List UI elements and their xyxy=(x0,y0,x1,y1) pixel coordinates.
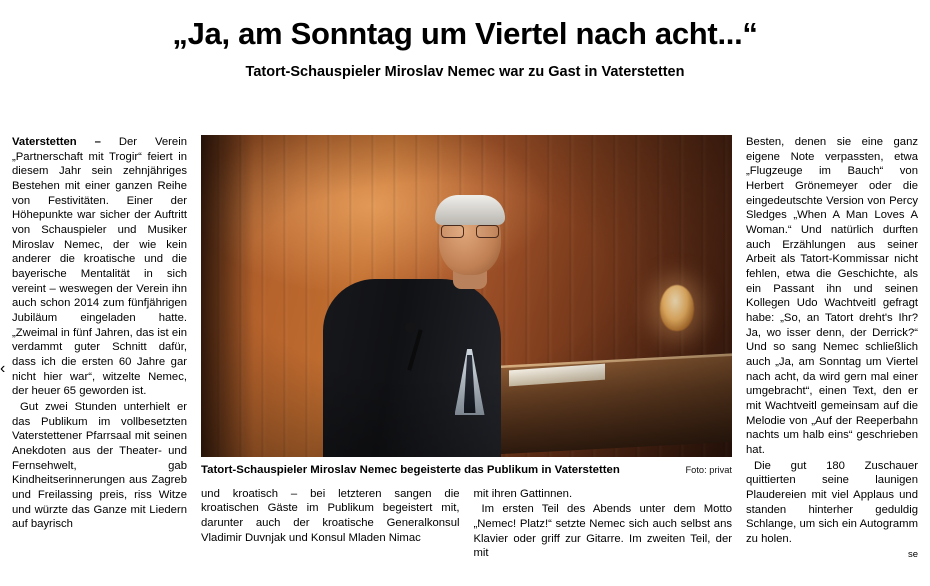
chevron-left-icon: ‹ xyxy=(0,360,6,377)
column-middle-right xyxy=(474,487,733,586)
column-middle xyxy=(201,135,732,586)
middle-subcolumns xyxy=(201,487,732,586)
paragraph: mit ihren Gattinnen. xyxy=(473,487,573,500)
column-right xyxy=(746,135,918,586)
photo-caption-row xyxy=(201,464,732,484)
dateline: Vaterstetten – xyxy=(12,136,119,148)
paragraph: Besten, denen sie eine ganz eigene Note verpassten, etwa „Flugzeuge im Bauch“ von Herbert Grönemeyer oder die eingedeutschte Version von Percy Sledges „When A Man Loves A Woman.“ Und natürlich durften auch Erzählungen aus seiner Arbeit als Tatort-Kommissar nicht fehlen, etwa die Geschichte, als ein Passant ihn und seinen Kollegen Udo Wachtveitl gefragt habe: „So, an Tatort dreht's Ihr? Ja, wo isser denn, der Derrick?“ Und so sang Nemec schließlich auch „Ja, am Sonntag um Viertel nach acht, da wird gern mal einer umgebracht“, einen Text, den er mit Wachtveitl gemeinsam auf die Melodie von „Auf der Reeperbahn nachts um halb eins“ geschrieben hat. xyxy=(746,136,918,457)
paragraph: Gut zwei Stunden unterhielt er das Publikum im vollbesetzten Vaterstettener Pfarrsaal mit seinen Anekdoten aus der Theater- und Fernsehwelt, gab Kindheitserinnerungen aus Zagreb und Freilassing preis, riss Witze und würzte das Ganze mit Liedern auf bayrisch xyxy=(12,401,187,531)
paragraph-text: Der Verein „Partnerschaft mit Trogir“ feiert in diesem Jahr sein zehnjähriges Bestehen mit einer ganzen Reihe von Festivitäten. Einer der Höhepunkte war sicher der Auftritt von Schauspieler und Musiker Miroslav Nemec, der wie kein anderer die kroatische und die bayerische Mentalität in sich vereint – weswegen der Verein ihn auch schon 2014 zum fünfjährigen Jubiläum eingeladen hatte. „Zweimal in fünf Jahren, das ist ein verdammt guter Schnitt dafür, dass ich die ersten 60 Jahre gar nicht hier war“, witzelte Nemec, der heuer 65 geworden ist. xyxy=(12,136,187,398)
paragraph: Im ersten Teil des Abends unter dem Motto „Nemec! Platz!“ setzte Nemec sich auch selbst ans Klavier oder griff zur Gitarre. Im zweiten Teil, der mit xyxy=(473,503,732,560)
paragraph xyxy=(12,135,187,399)
byline: se xyxy=(907,548,918,560)
photo-caption: Tatort-Schauspieler Miroslav Nemec begeisterte das Publikum in Vaterstetten xyxy=(201,464,620,476)
page-subtitle: Tatort-Schauspieler Miroslav Nemec war zu Gast in Vaterstetten xyxy=(245,63,685,80)
article-photo xyxy=(201,135,732,457)
paragraph: und kroatisch – bei letzteren sangen die kroatischen Gäste im Publikum begeistert mit, darunter auch der kroatische Generalkonsul Vladimir Duvnjak und Konsul Mladen Nimac xyxy=(201,487,460,544)
photo-vignette xyxy=(201,135,732,457)
column-middle-left xyxy=(201,487,460,586)
article-body xyxy=(12,135,918,586)
paragraph: Die gut 180 Zuschauer quittierten seine launigen Plaudereien mit viel Applaus und standen hinterher geduldig Schlange, um sich ein Autogramm zu holen. xyxy=(746,459,918,546)
photo-credit: Foto: privat xyxy=(685,465,732,475)
page-title: „Ja, am Sonntag um Viertel nach acht...“ xyxy=(172,16,758,51)
column-left xyxy=(12,135,187,586)
article-page xyxy=(0,16,930,586)
